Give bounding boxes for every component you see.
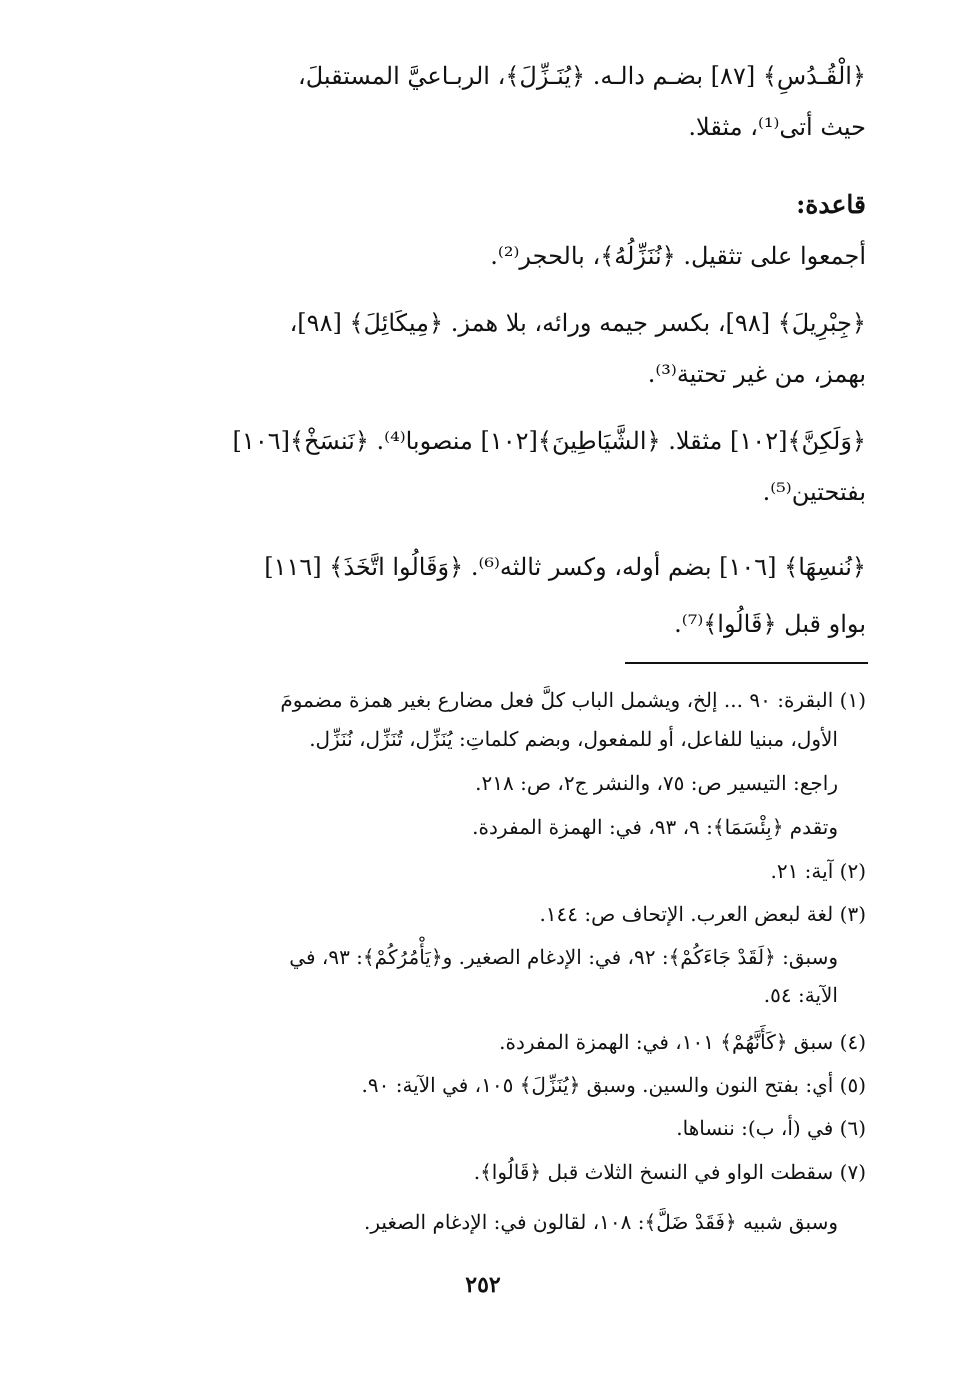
footnote-line: راجع: التيسير ص: ٧٥، والنشر ج٢، ص: ٢١٨. [475, 771, 838, 795]
footnote-line: (٢) آية: ٢١. [770, 859, 866, 883]
body-line: ﴿الْقُـدُسِ﴾ [٨٧] بضـم دالـه. ﴿يُنَـزِّلَ﴾، الربـاعيَّ المستقبلَ، [297, 62, 866, 90]
footnote-line: (٣) لغة لبعض العرب. الإتحاف ص: ١٤٤. [539, 902, 866, 926]
footnote-line: وسبق: ﴿لَقَدْ جَاءَكُمْ﴾: ٩٢، في: الإدغام الصغير. و﴿يَأْمُرُكُمْ﴾: ٩٣، في [289, 945, 838, 969]
footnote-line: الأول، مبنيا للفاعل، أو للمفعول، وبضم كلماتِ: يُنَزِّل، تُنَزِّل، نُنَزِّل. [309, 727, 838, 751]
footnote-separator [625, 662, 868, 664]
body-line: ﴿نُنسِهَا﴾ [١٠٦] بضم أوله، وكسر ثالثه⁽⁶⁾. ﴿وَقَالُوا اتَّخَذَ﴾ [١١٦] [264, 553, 866, 581]
body-line: ﴿وَلَكِنَّ﴾[١٠٢] مثقلا. ﴿الشَّيَاطِينَ﴾[١٠٢] منصوبا⁽⁴⁾. ﴿نَنسَخْ﴾[١٠٦] [232, 427, 866, 455]
section-heading: قاعدة: [796, 190, 866, 219]
body-line: بهمز، من غير تحتية⁽³⁾. [647, 360, 866, 388]
body-line: بواو قبل ﴿قَالُوا﴾⁽⁷⁾. [674, 610, 866, 638]
footnote-line: الآية: ٥٤. [763, 983, 838, 1007]
body-line: أجمعوا على تثقيل. ﴿نُنَزِّلُهُ﴾، بالحجر⁽²⁾. [490, 242, 866, 270]
footnote-line: (٤) سبق ﴿كَأَنَّهُمْ﴾ ١٠١، في: الهمزة المفردة. [499, 1030, 866, 1054]
footnote-line: وتقدم ﴿بِئْسَمَا﴾: ٩، ٩٣، في: الهمزة المفردة. [472, 815, 838, 839]
body-line: ﴿جِبْرِيلَ﴾ [٩٨]، بكسر جيمه ورائه، بلا همز. ﴿مِيكَائِلَ﴾ [٩٨]، [289, 309, 866, 337]
footnote-line: وسبق شبيه ﴿فَقَدْ ضَلَّ﴾: ١٠٨، لقالون في: الإدغام الصغير. [364, 1210, 838, 1234]
footnote-line: (٧) سقطت الواو في النسخ الثلاث قبل ﴿قَالُوا﴾. [473, 1160, 866, 1184]
page-number: ٢٥٢ [465, 1272, 501, 1298]
footnote-line: (٥) أي: بفتح النون والسين. وسبق ﴿يُنَزِّلَ﴾ ١٠٥، في الآية: ٩٠. [361, 1073, 866, 1097]
footnote-line: (١) البقرة: ٩٠ ... إلخ، ويشمل الباب كلَّ فعل مضارع بغير همزة مضمومَ [280, 688, 866, 712]
body-line: بفتحتين⁽⁵⁾. [762, 478, 866, 506]
body-line: حيث أتى⁽¹⁾، مثقلا. [688, 113, 866, 141]
footnote-line: (٦) في (أ، ب): ننساها. [676, 1116, 866, 1140]
